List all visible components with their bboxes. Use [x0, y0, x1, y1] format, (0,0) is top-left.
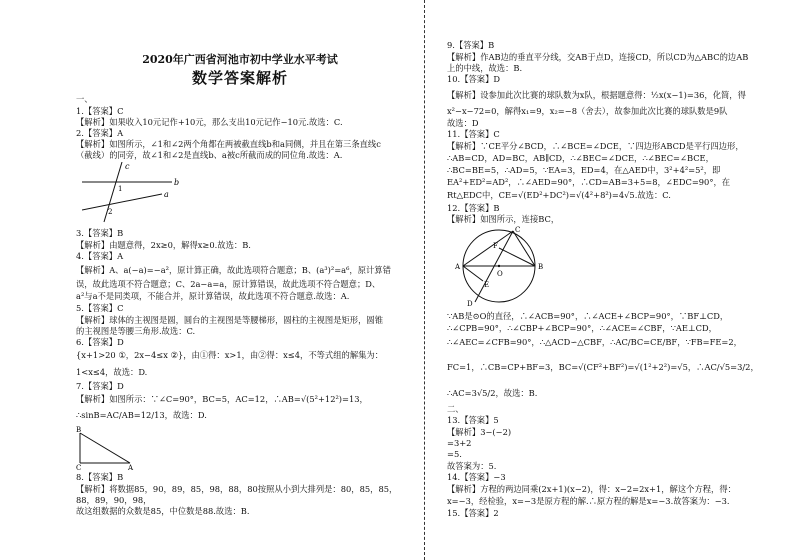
point-F-label: F — [493, 242, 498, 250]
explanation-line: x=−3，经检验，x=−3是原方程的解.∴原方程的解是x=−3.故答案为：−3. — [447, 496, 730, 506]
figure-q2-parallel-lines — [82, 162, 182, 224]
answer-line: 6.【答案】D — [76, 337, 124, 347]
explanation-line: ∴AB=CD，AD=BC，AB∥CD，∴∠BEC=∠DCE，∴∠BEC=∠BCE， — [447, 153, 714, 163]
answer-line: 10.【答案】D — [447, 74, 501, 84]
left-column — [76, 0, 404, 560]
answer-line: 15.【答案】2 — [447, 508, 499, 518]
explanation-line: 【解析】将数据85，90，89，85，98，88，80按照从小到大排列是：80，85，85， — [76, 484, 398, 494]
line-c-label: c — [125, 162, 130, 171]
explanation-line: 【解析】作AB边的垂直平分线，交AB于点D，连接CD，所以CD为△ABC的边AB — [447, 52, 749, 62]
explanation-line: 【解析】3−(−2) — [447, 427, 512, 437]
explanation-line: =5. — [447, 449, 462, 459]
explanation-line: FC=1，∴CB=CP+BF=3，BC=√(CF²+BF²)=√(1²+2²)=√5，∴AC/√5=3/2， — [447, 362, 759, 372]
explanation-line: 故这组数据的众数是85，中位数是88.故选：B. — [76, 506, 250, 516]
explanation-line: {x+1>20 ①，2x−4≤x ②}，由①得：x>1，由②得：x≤4，不等式组的解集为： — [76, 350, 384, 360]
right-column — [447, 0, 783, 560]
answer-line: 14.【答案】−3 — [447, 472, 506, 482]
explanation-line: 【解析】如图所示，∠1和∠2两个角都在两被截直线b和a同侧，并且在第三条直线c — [76, 139, 381, 149]
explanation-line: 【解析】如图所示：∵∠C=90°，BC=5，AC=12，∴AB=√(5²+12²)=13， — [76, 394, 368, 404]
angle-1-label: 1 — [118, 185, 123, 193]
explanation-line: 1<x≤4，故选：D. — [76, 367, 148, 377]
point-B-label: B — [538, 263, 544, 271]
explanation-line: =3+2 — [447, 438, 472, 448]
explanation-line: ∴AC=3√5/2，故选：B. — [447, 388, 538, 398]
answer-line: 9.【答案】B — [447, 40, 495, 50]
explanation-line: （截线）的同旁，故∠1和∠2是直线b、a被c所截而成的同位角.故选：A. — [76, 150, 343, 160]
angle-2-label: 2 — [108, 208, 113, 216]
section-heading: 一、 — [76, 94, 93, 104]
point-E-label: E — [484, 281, 490, 289]
vertex-B-label: B — [76, 426, 82, 434]
answer-line: 3.【答案】B — [76, 228, 124, 238]
explanation-line: ∴BC=BE=5，∴AD=5，∵EA=3，ED=4，在△AED中，3²+4²=5²，即 — [447, 165, 721, 175]
figure-q12-circle — [453, 226, 553, 308]
explanation-line: 故答案为：5. — [447, 461, 497, 471]
explanation-line: x²−x−72=0，解得x₁=9，x₂=−8（舍去），故参加此次比赛的球队数是9队 — [447, 106, 728, 116]
answer-line: 13.【答案】5 — [447, 415, 499, 425]
point-O-label: O — [497, 270, 503, 278]
explanation-line: 88，89，90，98， — [76, 495, 152, 505]
explanation-line: EA²+ED²=AD²，∴∠AED=90°，∴CD=AB=3+5=8，∠EDC=90°，在 — [447, 177, 731, 187]
explanation-line: 【解析】方程的两边同乘(2x+1)(x−2)，得：x−2=2x+1，解这个方程，得： — [447, 484, 736, 494]
explanation-line: 故选：D — [447, 118, 479, 128]
answer-line: 11.【答案】C — [447, 129, 500, 139]
column-divider — [424, 0, 425, 560]
answer-line: 8.【答案】B — [76, 472, 124, 482]
figure-q7-right-triangle — [76, 425, 146, 471]
explanation-line: a²与a不是同类项，不能合并，原计算错误，故此选项不符合题意.故选：A. — [76, 291, 350, 301]
answer-line: 12.【答案】B — [447, 203, 500, 213]
explanation-line: 【解析】由题意得，2x≥0，解得x≥0.故选：B. — [76, 240, 251, 250]
answer-line: 4.【答案】A — [76, 251, 124, 261]
answer-line: 7.【答案】D — [76, 381, 124, 391]
vertex-C-label: C — [76, 464, 82, 471]
explanation-line: 误，故此选项不符合题意；C、2a−a=a，原计算错误，故此选项不符合题意；D、 — [76, 279, 381, 289]
explanation-line: 【解析】如图所示，连接BC， — [447, 214, 560, 224]
line-a-label: a — [164, 190, 169, 199]
explanation-line: ∴∠CPB=90°，∴∠CBP+∠BCP=90°，∴∠ACE=∠CBF，∵AE⊥CD， — [447, 323, 717, 333]
explanation-line: 【解析】∵CE平分∠BCD，∴∠BCE=∠DCE，∵四边形ABCD是平行四边形， — [447, 141, 744, 151]
explanation-line: ∴sinB=AC/AB=12/13，故选：D. — [76, 410, 207, 420]
doc-subtitle: 数学答案解析 — [191, 69, 288, 87]
line-b-label: b — [174, 178, 180, 187]
explanation-line: 的主视图是等腰三角形.故选：C. — [76, 326, 196, 336]
explanation-line: 上的中线，故选：B. — [447, 63, 523, 73]
vertex-A-label: A — [128, 464, 134, 471]
point-C-label: C — [515, 226, 521, 234]
section-heading: 二、 — [447, 404, 464, 414]
explanation-line: 【解析】设参加此次比赛的球队数为x队，根据题意得：½x(x−1)=36，化简，得 — [447, 90, 746, 100]
explanation-line: Rt△EDC中，CE=√(ED²+DC²)=√(4²+8²)=4√5.故选：C. — [447, 190, 671, 200]
answer-line: 1.【答案】C — [76, 106, 124, 116]
explanation-line: 【解析】如果收入10元记作+10元，那么支出10元记作−10元.故选：C. — [76, 117, 343, 127]
explanation-line: 【解析】球体的主视图是圆，圆台的主视图是等腰梯形，圆柱的主视图是矩形，圆锥 — [76, 315, 383, 325]
answer-line: 2.【答案】A — [76, 128, 124, 138]
point-A-label: A — [455, 263, 461, 271]
point-D-label: D — [467, 300, 473, 308]
explanation-line: ∴∠AEC=∠CFB=90°，∴△ACD∽△CBF，∴AC/BC=CE/BF，∵FB=FE=2， — [447, 337, 742, 347]
explanation-line: ∵AB是⊙O的直径，∴∠ACB=90°，∴∠ACE+∠BCP=90°，∵BF⊥CD， — [447, 311, 729, 321]
explanation-line: 【解析】A、a(−a)=−a²，原计算正确，故此选项符合题意；B、(a³)²=a⁶，原计算错 — [76, 265, 391, 275]
answer-line: 5.【答案】C — [76, 303, 124, 313]
exam-title: 2020年广西省河池市初中学业水平考试 — [142, 53, 338, 66]
